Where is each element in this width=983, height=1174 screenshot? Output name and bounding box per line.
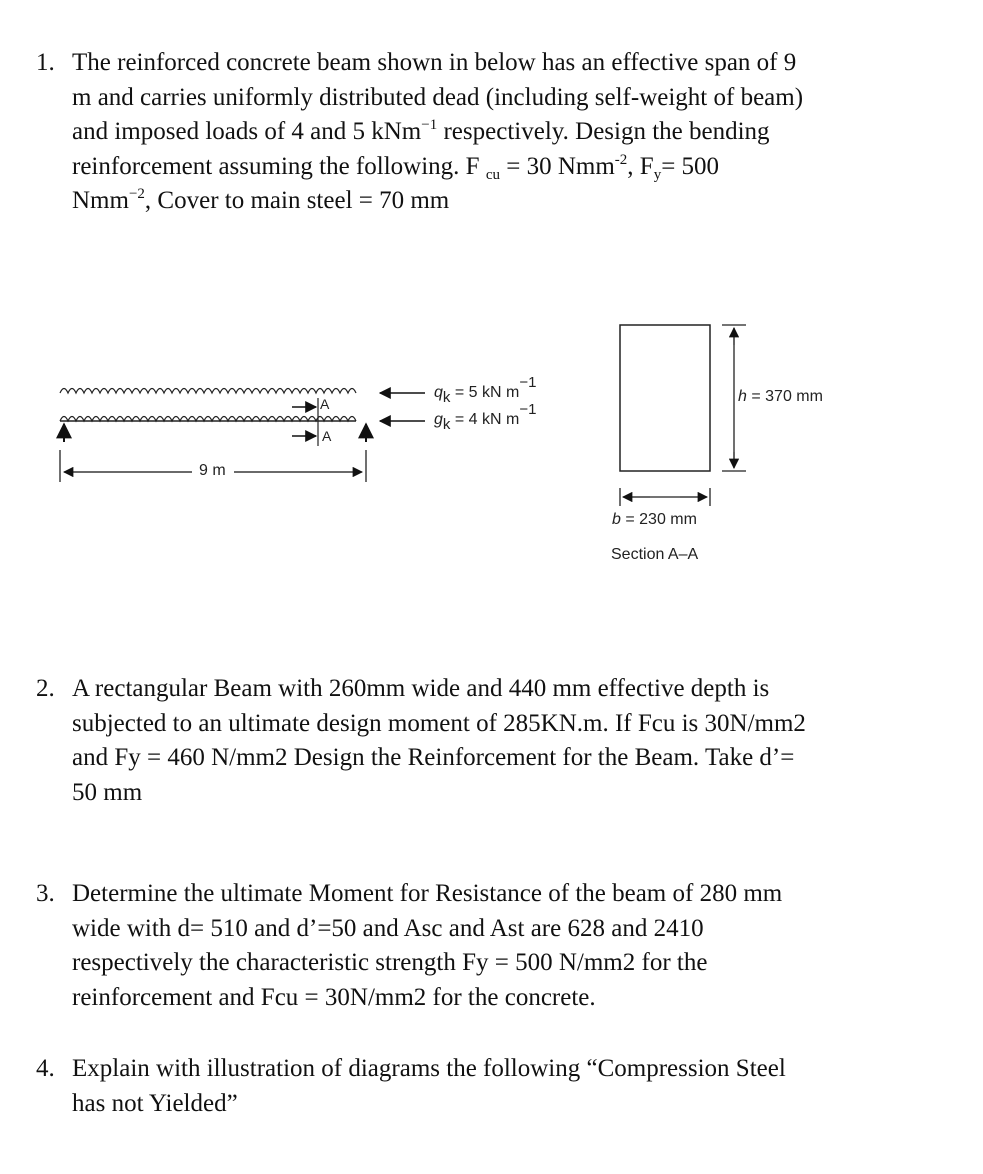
- width-label: b = 230 mm: [612, 511, 697, 528]
- question-text-line: reinforcement and Fcu = 30N/mm2 for the concrete.: [72, 983, 596, 1011]
- question-text-line: The reinforced concrete beam shown in below has an effective span of 9: [72, 49, 797, 76]
- question-text-line: 50 mm: [72, 778, 143, 806]
- section-mark-top: A: [320, 396, 330, 412]
- question-text-line: subjected to an ultimate design moment of 285KN.m. If Fcu is 30N/mm2: [72, 709, 806, 737]
- question-text-line: Nmm$^{-2}$, Cover to main steel = 70 mm: [72, 186, 450, 214]
- question-text-line: Determine the ultimate Moment for Resistance of the beam of 280 mm: [72, 880, 783, 907]
- question-text-line: A rectangular Beam with 260mm wide and 440 mm effective depth is: [72, 675, 770, 702]
- dead-load-curve: [60, 417, 356, 422]
- question-number: 1.: [36, 49, 55, 76]
- question-number: 4.: [36, 1055, 55, 1082]
- section-mark-bottom: A: [322, 428, 332, 444]
- question-3: [36, 877, 936, 1015]
- question-text-line: has not Yielded”: [72, 1089, 238, 1117]
- question-4: [36, 1052, 936, 1121]
- span-label: 9 m: [199, 462, 226, 479]
- gk-label: $g_k = 4$ kN $m^{-1}$: [434, 401, 537, 433]
- question-text-line: Explain with illustration of diagrams the following “Compression Steel: [72, 1055, 786, 1082]
- qk-label: $q_k = 5$ kN $m^{-1}$: [434, 374, 537, 406]
- imposed-load-curve: [60, 389, 356, 394]
- question-2: [36, 672, 936, 810]
- section-rectangle: [620, 325, 710, 471]
- question-text-line: and imposed loads of 4 and 5 kNm$^{-1}$ respectively. Design the bending: [72, 117, 770, 145]
- question-text-line: wide with d= 510 and d’=50 and Asc and Ast are 628 and 2410: [72, 914, 704, 942]
- question-text-line: respectively the characteristic strength Fy = 500 N/mm2 for the: [72, 949, 708, 976]
- question-text-line: reinforcement assuming the following. F $_{cu}$ = 30 Nmm$^{-2}$, $F_y= 500$: [72, 151, 720, 183]
- section-caption: Section A–A: [611, 546, 699, 563]
- question-number: 3.: [36, 880, 55, 907]
- question-text-line: m and carries uniformly distributed dead (including self-weight of beam): [72, 83, 804, 111]
- question-text-line: and Fy = 460 N/mm2 Design the Reinforcement for the Beam. Take d’=: [72, 744, 795, 771]
- height-label: h = 370 mm: [738, 388, 823, 405]
- question-1: [36, 46, 936, 219]
- question-number: 2.: [36, 675, 55, 702]
